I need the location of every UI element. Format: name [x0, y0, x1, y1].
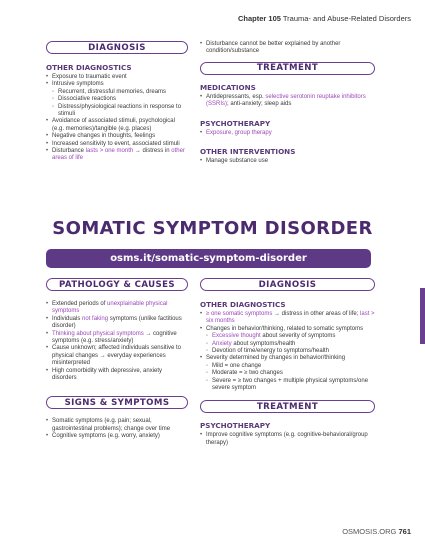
list-text: Dissociative reactions	[58, 96, 117, 103]
list-item	[46, 96, 188, 103]
list-text: ; anti-anxiety; sleep aids	[227, 101, 292, 108]
list-text: Distress/physiological reactions in response to stimuli	[58, 103, 182, 118]
list-text: about symptoms/health	[231, 340, 296, 347]
highlighted-text: Thinking about physical symptoms	[52, 330, 144, 337]
list-text: Moderate = ≥ two changes	[212, 370, 283, 377]
pathology-causes-list	[46, 301, 188, 382]
pathology-causes-heading: PATHOLOGY & CAUSES	[46, 278, 188, 291]
list-text: Avoidance of associated stimuli, psychological (e.g. memories)/tangible (e.g. places)	[52, 118, 175, 132]
highlighted-text: last > six months	[206, 311, 375, 325]
somatic-diagnosis-list	[200, 311, 375, 392]
somatic-psychotherapy-subheading: PSYCHOTHERAPY	[200, 421, 271, 431]
somatic-other-diagnostics-subheading: OTHER DIAGNOSTICS	[200, 300, 286, 309]
list-text: Cognitive symptoms (e.g. worry, anxiety)	[52, 433, 160, 440]
list-text: → distress in	[133, 148, 172, 155]
list-item	[46, 89, 188, 96]
list-item	[46, 316, 188, 331]
list-item	[200, 341, 375, 348]
ptsd-diagnosis-section	[46, 41, 188, 163]
list-text: Devotion of time/energy to symptoms/health	[212, 348, 330, 355]
list-item	[46, 345, 188, 367]
list-item	[200, 130, 375, 137]
page-header	[238, 14, 411, 23]
list-item	[200, 94, 375, 109]
highlighted-text: other areas of life	[52, 148, 185, 162]
ptsd-diagnosis-continued	[200, 41, 375, 56]
highlighted-text: Excessive thought	[212, 333, 261, 340]
list-item	[46, 301, 188, 316]
list-item	[200, 311, 375, 326]
list-text: Improve cognitive symptoms (e.g. cognitive-behavioral/group therapy)	[206, 432, 368, 446]
footer-site: OSMOSIS.ORG	[342, 527, 397, 536]
highlighted-text: selective serotonin reuptake inhibitors (SSRIs)	[206, 93, 366, 108]
list-item	[200, 158, 375, 165]
list-item	[46, 418, 188, 433]
list-text: Negative changes in thoughts, feelings	[52, 133, 156, 140]
osmosis-url-link[interactable]: osms.it/somatic-symptom-disorder	[46, 249, 371, 268]
list-item	[46, 118, 188, 133]
list-item	[200, 355, 375, 362]
highlighted-text: unexplainable physical symptoms	[52, 301, 168, 315]
list-text: Severe = ≥ two changes + multiple physical symptoms/one severe symptom	[212, 377, 369, 392]
list-text: Increased sensitivity to event, associated stimuli	[52, 140, 180, 147]
list-item	[200, 333, 375, 340]
other-interventions-subheading: OTHER INTERVENTIONS	[200, 147, 296, 157]
list-text: Exposure to traumatic event	[52, 74, 127, 80]
list-item	[46, 133, 188, 140]
list-item	[46, 433, 188, 440]
list-text: High comorbidity with depressive, anxiety disorders	[52, 367, 163, 382]
chapter-title: Trauma- and Abuse-Related Disorders	[282, 14, 411, 23]
list-item	[46, 141, 188, 148]
list-item	[46, 331, 188, 346]
chapter-number: Chapter 105	[237, 14, 281, 23]
psychotherapy-list	[200, 130, 375, 137]
highlighted-text: ≥ one somatic symptoms	[206, 311, 273, 317]
signs-symptoms-list	[46, 418, 188, 440]
page-number: 761	[398, 527, 411, 536]
list-item	[46, 368, 188, 383]
list-item	[46, 148, 188, 163]
list-text: Recurrent, distressful memories, dreams	[58, 88, 167, 95]
list-item	[200, 326, 375, 333]
list-item	[200, 378, 375, 393]
highlighted-text: Exposure, group therapy	[206, 129, 272, 136]
page-title: SOMATIC SYMPTOM DISORDER	[52, 218, 373, 239]
list-text: Extended periods of	[52, 301, 108, 307]
highlighted-text: lasts > one month	[85, 148, 134, 155]
list-text: Antidepressants, esp.	[206, 93, 266, 100]
list-text: Intrusive symptoms	[52, 81, 104, 88]
ptsd-diagnosis-list	[46, 74, 188, 163]
medications-subheading: MEDICATIONS	[200, 82, 256, 92]
list-item	[200, 348, 375, 355]
list-text: Mild = one change	[212, 362, 262, 369]
psychotherapy-subheading: PSYCHOTHERAPY	[200, 118, 271, 128]
ptsd-diagnosis-heading: DIAGNOSIS	[46, 41, 188, 54]
list-text: symptoms (unlike factitious disorder)	[52, 315, 182, 330]
ptsd-treatment-heading: TREATMENT	[200, 62, 375, 75]
list-item: • Disturbance cannot be better explained by another condition/substance	[200, 41, 375, 56]
list-text: about severity of symptoms	[260, 333, 336, 340]
list-text: → cognitive symptoms (e.g. stress/anxiety)	[52, 330, 177, 345]
somatic-treatment-heading: TREATMENT	[200, 400, 375, 413]
highlighted-text: not faking	[82, 315, 109, 322]
list-item	[46, 104, 188, 119]
list-item	[46, 81, 188, 88]
list-text: Somatic symptoms (e.g. pain; sexual, gastrointestinal problems); change over time	[52, 418, 171, 432]
list-text: Cause unknown; affected individuals sensitive to physical changes → everyday experiences misinterpreted	[52, 345, 181, 367]
other-interventions-list	[200, 158, 375, 165]
highlighted-text: Anxiety	[212, 340, 232, 347]
list-item	[200, 363, 375, 370]
list-item	[200, 432, 375, 447]
page-footer	[342, 527, 411, 536]
somatic-diagnosis-section	[200, 278, 375, 447]
somatic-diagnosis-heading: DIAGNOSIS	[200, 278, 375, 291]
ptsd-treatment-section	[200, 41, 375, 165]
list-item	[200, 370, 375, 377]
somatic-pathology-section	[46, 278, 188, 441]
ptsd-other-diagnostics-subheading: OTHER DIAGNOSTICS	[46, 63, 132, 72]
list-item	[46, 74, 188, 81]
list-text: Individuals	[52, 315, 83, 322]
list-text: Disturbance	[52, 148, 86, 155]
somatic-treatment-list	[200, 432, 375, 447]
list-text: Changes in behavior/thinking, related to somatic symptoms	[206, 325, 364, 332]
list-text: Severity determined by changes in behavior/thinking	[206, 355, 346, 362]
list-text: → distress in other areas of life;	[272, 311, 361, 317]
signs-symptoms-heading: SIGNS & SYMPTOMS	[46, 396, 188, 409]
list-text: Manage substance use	[206, 158, 269, 165]
medications-list	[200, 94, 375, 109]
chapter-tab-marker	[420, 288, 425, 344]
